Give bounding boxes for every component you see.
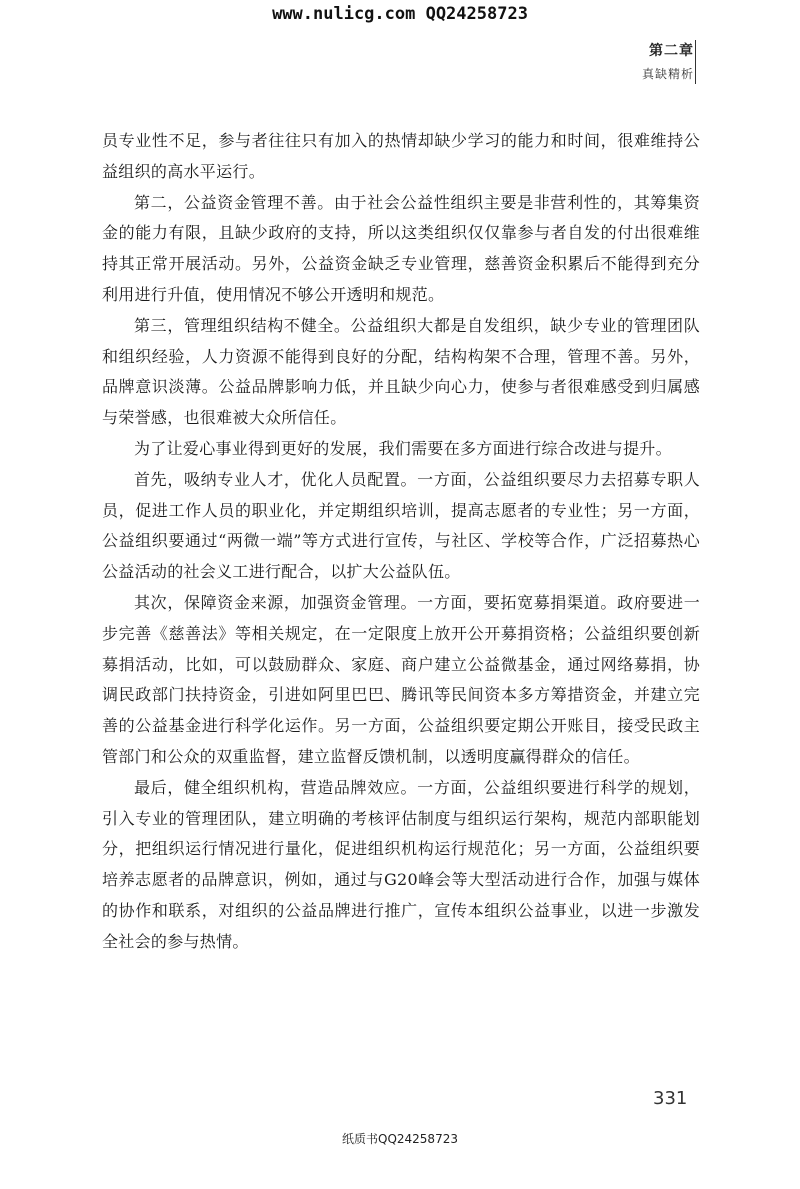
chapter-subtitle: 真缺精析 bbox=[641, 67, 694, 81]
chapter-label: 第二章 bbox=[649, 43, 694, 59]
chapter-header bbox=[642, 40, 694, 82]
body-text bbox=[102, 126, 700, 958]
paragraph-1: 员专业性不足，参与者往往只有加入的热情却缺少学习的能力和时间，很难维持公益组织的高水平运行。 bbox=[102, 131, 700, 181]
page-number: 331 bbox=[653, 1088, 688, 1109]
paragraph-3: 第三，管理组织结构不健全。公益组织大都是自发组织，缺少专业的管理团队和组织经验，人力资源不能得到良好的分配，结构构架不合理，管理不善。另外，品牌意识淡薄。公益品牌影响力低，并且缺少向心力，使参与者很难感受到归属感与荣誉感，也很难被大众所信任。 bbox=[102, 315, 700, 428]
header-divider bbox=[695, 40, 696, 84]
watermark-top: www.nulicg.com QQ24258723 bbox=[272, 4, 528, 24]
paragraph-6: 其次，保障资金来源，加强资金管理。一方面，要拓宽募捐渠道。政府要进一步完善《慈善法》等相关规定，在一定限度上放开公开募捐资格；公益组织要创新募捐活动，比如，可以鼓励群众、家庭、商户建立公益微基金，通过网络募捐，协调民政部门扶持资金，引进如阿里巴巴、腾讯等民间资本多方筹措资金，并建立完善的公益基金进行科学化运作。另一方面，公益组织要定期公开账目，接受民政主管部门和公众的双重监督，建立监督反馈机制，以透明度赢得群众的信任。 bbox=[102, 592, 700, 766]
watermark-bottom: 纸质书QQ24258723 bbox=[342, 1132, 458, 1146]
paragraph-7: 最后，健全组织机构，营造品牌效应。一方面，公益组织要进行科学的规划，引入专业的管理团队，建立明确的考核评估制度与组织运行架构，规范内部职能划分，把组织运行情况进行量化，促进组织机构运行规范化；另一方面，公益组织要培养志愿者的品牌意识，例如，通过与G20峰会等大型活动进行合作，加强与媒体的协作和联系，对组织的公益品牌进行推广，宣传本组织公益事业，以进一步激发全社会的参与热情。 bbox=[102, 777, 700, 951]
paragraph-2: 第二，公益资金管理不善。由于社会公益性组织主要是非营利性的，其筹集资金的能力有限，且缺少政府的支持，所以这类组织仅仅靠参与者自发的付出很难维持其正常开展活动。另外，公益资金缺乏专业管理，慈善资金积累后不能得到充分利用进行升值，使用情况不够公开透明和规范。 bbox=[102, 192, 700, 304]
paragraph-4: 为了让爱心事业得到更好的发展，我们需要在多方面进行综合改进与提升。 bbox=[134, 438, 672, 458]
paragraph-5: 首先，吸纳专业人才，优化人员配置。一方面，公益组织要尽力去招募专职人员，促进工作人员的职业化，并定期组织培训，提高志愿者的专业性；另一方面，公益组织要通过“两微一端”等方式进行宣传，与社区、学校等合作，广泛招募热心公益活动的社会义工进行配合，以扩大公益队伍。 bbox=[102, 469, 700, 582]
